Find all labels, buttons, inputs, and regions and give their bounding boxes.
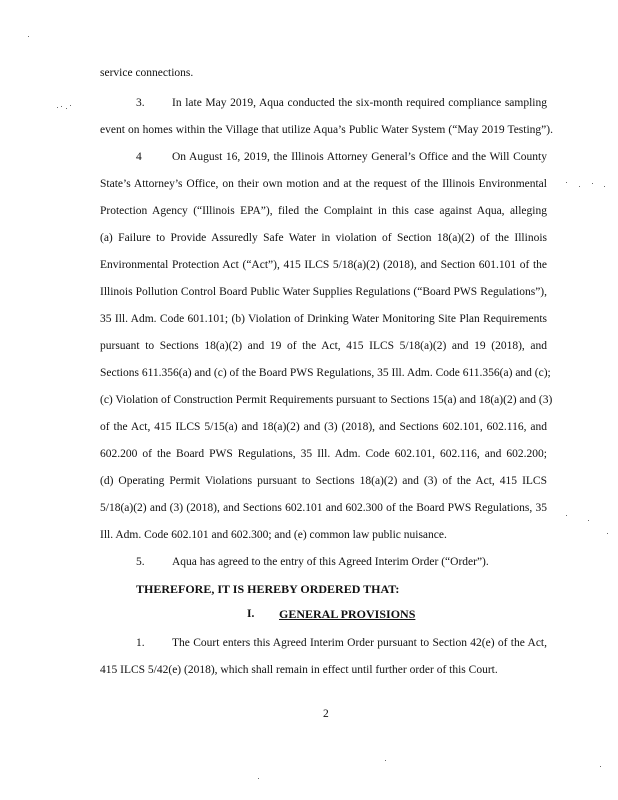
section-number: I. bbox=[247, 608, 255, 620]
paragraph-4-line: Ill. Adm. Code 602.101 and 602.300; and (e) common law public nuisance. bbox=[100, 529, 447, 541]
item-1-line: 415 ILCS 5/42(e) (2018), which shall remain in effect until further order of this Court. bbox=[100, 664, 498, 676]
scan-speck bbox=[566, 515, 567, 516]
paragraph-4-line: (d) Operating Permit Violations pursuant to Sections 18(a)(2) and (3) of the Act, 415 ILCS bbox=[100, 475, 547, 487]
paragraph-3-number: 3. bbox=[136, 97, 145, 109]
scan-speck bbox=[600, 766, 601, 767]
scan-speck bbox=[592, 183, 593, 184]
paragraph-4-line: Illinois Pollution Control Board Public Water Supplies Regulations (“Board PWS Regulations”), bbox=[100, 286, 547, 298]
scan-speck bbox=[70, 105, 71, 106]
section-title: GENERAL PROVISIONS bbox=[279, 607, 416, 621]
scan-speck bbox=[385, 760, 386, 761]
scan-speck bbox=[588, 520, 589, 521]
scan-speck bbox=[28, 36, 29, 37]
paragraph-3-line: In late May 2019, Aqua conducted the six-month required compliance sampling bbox=[172, 97, 547, 109]
paragraph-4-line: State’s Attorney’s Office, on their own motion and at the request of the Illinois Environmental bbox=[100, 178, 547, 190]
paragraph-4-line: 35 Ill. Adm. Code 601.101; (b) Violation of Drinking Water Monitoring Site Plan Requirements bbox=[100, 313, 547, 325]
item-1-number: 1. bbox=[136, 637, 145, 649]
page-number: 2 bbox=[323, 708, 329, 720]
paragraph-3-line: event on homes within the Village that utilize Aqua’s Public Water System (“May 2019 Testing”). bbox=[100, 124, 553, 136]
paragraph-4-line: pursuant to Sections 18(a)(2) and 19 of the Act, 415 ILCS 5/18(a)(2) and 19 (2018), and bbox=[100, 340, 547, 352]
paragraph-4-line: (c) Violation of Construction Permit Requirements pursuant to Sections 15(a) and 18(a)(2) and (3) bbox=[100, 394, 553, 406]
paragraph-4-line: 5/18(a)(2) and (3) (2018), and Sections 602.101 and 602.300 of the Board PWS Regulations, 35 bbox=[100, 502, 547, 514]
paragraph-4-line: of the Act, 415 ILCS 5/15(a) and 18(a)(2) and (3) (2018), and Sections 602.101, 602.116, and bbox=[100, 421, 547, 433]
paragraph-4-line: Sections 611.356(a) and (c) of the Board PWS Regulations, 35 Ill. Adm. Code 611.356(a) and (c); bbox=[100, 367, 551, 379]
item-1-line: The Court enters this Agreed Interim Order pursuant to Section 42(e) of the Act, bbox=[172, 637, 547, 649]
paragraph-5-number: 5. bbox=[136, 556, 145, 568]
scan-speck bbox=[258, 778, 259, 779]
paragraph-4-line: On August 16, 2019, the Illinois Attorney General’s Office and the Will County bbox=[172, 151, 547, 163]
paragraph-5-text: Aqua has agreed to the entry of this Agreed Interim Order (“Order”). bbox=[172, 556, 489, 568]
scan-speck bbox=[66, 108, 67, 109]
scan-speck bbox=[607, 533, 608, 534]
paragraph-4-line: 602.200 of the Board PWS Regulations, 35 Ill. Adm. Code 602.101, 602.116, and 602.200; bbox=[100, 448, 547, 460]
paragraph-4-line: (a) Failure to Provide Assuredly Safe Water in violation of Section 18(a)(2) of the Illinois bbox=[100, 232, 547, 244]
ordered-heading: THEREFORE, IT IS HEREBY ORDERED THAT: bbox=[136, 582, 400, 596]
continuation-text: service connections. bbox=[100, 67, 194, 79]
scan-speck bbox=[57, 107, 58, 108]
paragraph-4-number: 4 bbox=[136, 151, 142, 163]
paragraph-4-line: Environmental Protection Act (“Act”), 415 ILCS 5/18(a)(2) (2018), and Section 601.101 of the bbox=[100, 259, 547, 271]
paragraph-4-line: Protection Agency (“Illinois EPA”), filed the Complaint in this case against Aqua, alleging bbox=[100, 205, 547, 217]
scan-speck bbox=[566, 182, 567, 183]
scan-speck bbox=[604, 186, 605, 187]
scan-speck bbox=[579, 186, 580, 187]
scan-speck bbox=[61, 106, 62, 107]
